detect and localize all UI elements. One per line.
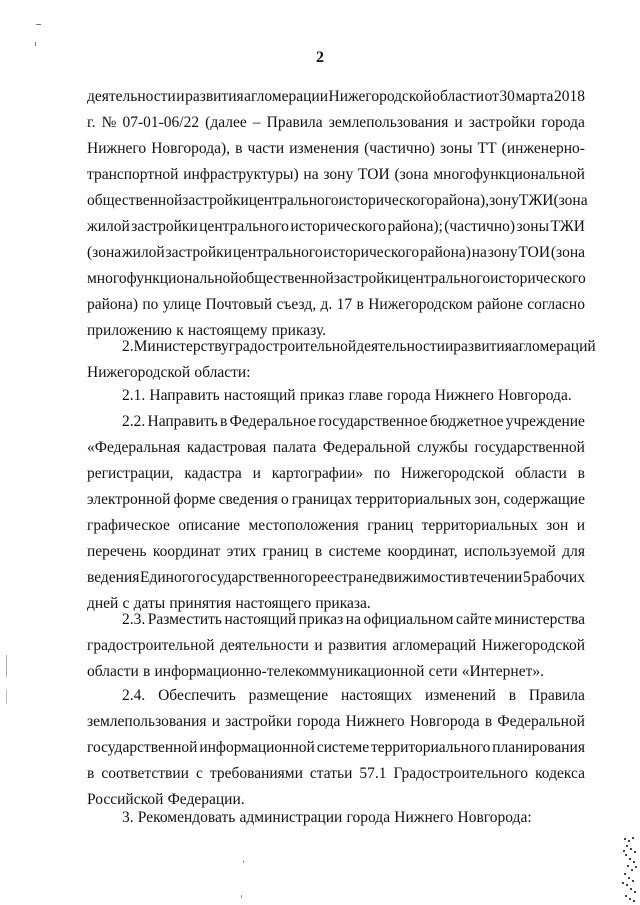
word: границах [291, 491, 353, 508]
word: главе [348, 387, 383, 404]
word: инфраструктуры) [183, 166, 299, 183]
word: Новгорода [409, 713, 480, 730]
word: в [235, 140, 243, 157]
word: приказ [299, 387, 345, 404]
word: в [356, 296, 364, 313]
word: в [508, 687, 517, 704]
paragraph-3 [87, 805, 585, 831]
word: электронной [87, 491, 171, 508]
text-line [87, 461, 585, 487]
word: (далее [205, 114, 247, 131]
text-line [87, 435, 585, 461]
word: (зона [394, 166, 429, 183]
word: 2.1. [122, 387, 146, 404]
word: Федеральное [229, 413, 316, 430]
word: системе [316, 739, 370, 756]
word: Правила [266, 114, 323, 131]
scan-noise-dot [628, 877, 630, 879]
word: градостроительной [87, 637, 215, 654]
word: Рекомендовать [137, 809, 236, 826]
word: Нижегородской [481, 637, 585, 654]
word: кадастровая [186, 439, 267, 456]
word: приложению [87, 322, 172, 339]
scan-noise-dot [632, 880, 634, 882]
word: марта [515, 88, 554, 105]
word: города [296, 713, 341, 730]
paragraph-2-4 [87, 683, 585, 813]
text-line [87, 214, 585, 240]
text-line [87, 633, 585, 659]
word: кадастра [184, 465, 242, 482]
word: Обеспечить [158, 687, 236, 704]
word: исторического [338, 192, 435, 209]
word: 17 [336, 296, 353, 313]
word: системе [328, 543, 381, 560]
word: района); [387, 218, 443, 235]
text-line [87, 292, 585, 318]
word: в [143, 663, 151, 680]
text-line [87, 84, 585, 110]
word: согласно [527, 296, 585, 313]
paragraph-2-1 [87, 383, 585, 409]
word: района), [434, 192, 490, 209]
word: перечень [87, 543, 147, 560]
word: транспортной [87, 166, 179, 183]
word: общественной [238, 270, 334, 287]
word: землепользования [87, 713, 207, 730]
word: принятия [169, 595, 232, 612]
word: и [314, 637, 323, 654]
word: многофункциональной [433, 166, 585, 183]
text-line [87, 659, 585, 685]
word: границ [262, 543, 309, 560]
word: планирования [492, 739, 585, 756]
word: палата [272, 439, 317, 456]
word: Нижегородской [328, 88, 432, 105]
scan-noise-dot [628, 840, 630, 842]
word: размещение [248, 687, 329, 704]
word: города [346, 809, 391, 826]
word: центрального [199, 218, 289, 235]
word: (зона [550, 244, 585, 261]
word: области [87, 663, 139, 680]
word: по [374, 465, 391, 482]
word: (инженерно- [501, 140, 585, 157]
paragraph-2-3 [87, 607, 585, 685]
word: Нижнего [394, 809, 454, 826]
word: изменений [424, 687, 496, 704]
word: жилой [121, 244, 165, 261]
word: области: [194, 364, 251, 381]
word: течении [469, 569, 523, 586]
word: ТТ [477, 140, 497, 157]
word: государственное [318, 413, 428, 430]
scan-noise-dot [634, 891, 636, 893]
scan-noise-dot [629, 858, 631, 860]
word: исторического [490, 270, 586, 287]
word: рабочих [531, 569, 585, 586]
word: приказу. [271, 322, 327, 339]
word: Российской [87, 791, 164, 808]
scan-artifact-bottom-dot [243, 860, 244, 863]
page-number: 2 [316, 49, 324, 66]
word: центрального [232, 244, 323, 261]
word: на [345, 611, 361, 628]
word: приказ [298, 611, 344, 628]
word: в [314, 543, 323, 560]
scan-noise-dot [633, 861, 635, 863]
word: Федеральной [497, 713, 585, 730]
word: государственной [87, 739, 198, 756]
word: общественной [87, 192, 183, 209]
word: застройки [165, 244, 233, 261]
word: 2018 [553, 88, 585, 105]
word: застройки [225, 713, 292, 730]
word: района) [87, 296, 139, 313]
word: центрального [400, 270, 491, 287]
word: в [484, 713, 493, 730]
scan-noise-dot [622, 882, 624, 884]
text-line [87, 709, 585, 735]
word: Новгорода: [457, 809, 532, 826]
word: города [541, 114, 585, 131]
word: о [280, 491, 289, 508]
word: содержащие [503, 491, 585, 508]
word: застройки [131, 218, 198, 235]
text-line [87, 409, 585, 435]
word: развития [328, 637, 387, 654]
word: бюджетное [429, 413, 504, 430]
word: на [303, 166, 319, 183]
word: в [220, 413, 228, 430]
word: ТЖИ [518, 192, 554, 209]
word: и [252, 465, 261, 482]
word: ТОИ [358, 166, 390, 183]
word: землепользования [328, 114, 449, 131]
word: № [101, 114, 117, 131]
word: 2.4. [122, 687, 146, 704]
word: государственного [196, 569, 312, 586]
word: с [195, 765, 203, 782]
word: (зона [87, 244, 122, 261]
word: – [252, 114, 261, 131]
word: по [142, 296, 159, 313]
text-line [87, 383, 585, 409]
word: сети [428, 663, 458, 680]
word: Нижегородском [368, 296, 473, 313]
word: Нижнего [87, 140, 147, 157]
scan-noise-dot [623, 850, 625, 852]
word: многофункциональной [87, 270, 239, 287]
word: 2. [122, 338, 134, 355]
word: в [577, 465, 585, 482]
word: Направить [149, 387, 220, 404]
word: (частично) [364, 140, 435, 157]
word: зону [323, 166, 354, 183]
text-line [87, 565, 585, 591]
text-line [87, 110, 585, 136]
word: исторического [290, 218, 387, 235]
text-line [87, 266, 585, 292]
scan-artifact-bottom-dot-2 [241, 895, 242, 898]
scan-noise-dot [633, 900, 635, 902]
word: дней [87, 595, 119, 612]
scan-artifact-left-mid [6, 655, 7, 677]
word: (зона [553, 192, 588, 209]
word: Нижнего [345, 713, 405, 730]
word: министерства [494, 611, 585, 628]
word: ТОИ [518, 244, 551, 261]
word: области [514, 465, 567, 482]
word: соответствии [101, 765, 189, 782]
word: 5 [522, 569, 531, 586]
word: статьи [309, 765, 353, 782]
word: границ [367, 517, 414, 534]
word: используемой [463, 543, 556, 560]
word: (частично) [444, 218, 516, 235]
text-line [87, 607, 585, 633]
word: государственной [474, 439, 585, 456]
word: от [484, 88, 499, 105]
word: форме [173, 491, 216, 508]
text-line [87, 136, 585, 162]
word: Министерству [133, 338, 229, 355]
word: улице [162, 296, 202, 313]
word: для [562, 543, 585, 560]
word: жилой [87, 218, 130, 235]
word: застройки [182, 192, 249, 209]
scan-artifact-left-upper [35, 42, 36, 46]
scan-noise-dot [626, 845, 628, 847]
scan-artifact-left-top [36, 24, 41, 25]
text-line [87, 539, 585, 565]
word: и [444, 338, 454, 355]
scan-noise-dot [627, 865, 629, 867]
scan-noise-dot [632, 837, 634, 839]
text-line [87, 487, 585, 513]
word: местоположения [248, 517, 359, 534]
word: зону [487, 244, 518, 261]
text-line [87, 683, 585, 709]
word: ведения [87, 569, 140, 586]
word: 57.1 [359, 765, 387, 782]
word: приказа. [315, 595, 371, 612]
word: Направить [147, 413, 218, 430]
word: агломерации [244, 88, 328, 105]
scan-noise-dot [625, 895, 627, 897]
word: настоящий [223, 387, 296, 404]
scan-edge-noise [622, 836, 636, 902]
scan-noise-dot [631, 869, 633, 871]
word: развития [453, 338, 512, 355]
word: территориальных [355, 491, 472, 508]
text-line [87, 805, 585, 831]
word: районе [477, 296, 523, 313]
word: исторического [323, 244, 420, 261]
word: Федеральной [322, 439, 411, 456]
word: даты [133, 595, 166, 612]
word: кодекса [535, 765, 585, 782]
word: съезд, [276, 296, 317, 313]
text-line [87, 761, 585, 787]
word: агломераций [511, 338, 596, 355]
word: деятельности [356, 338, 445, 355]
word: настоящих [340, 687, 413, 704]
word: Нижегородской [400, 465, 505, 482]
word: учреждение [505, 413, 585, 430]
word: недвижимости [363, 569, 461, 586]
scan-noise-dot [630, 888, 632, 890]
word: официальном [363, 611, 454, 628]
word: 3. [122, 809, 134, 826]
word: «Федеральная [87, 439, 181, 456]
word: деятельности [220, 637, 309, 654]
scan-noise-dot [624, 873, 626, 875]
word: описание [178, 517, 241, 534]
word: развития [185, 88, 244, 105]
word: застройки [468, 114, 536, 131]
word: г. [87, 114, 96, 131]
word: «Интернет». [461, 663, 544, 680]
word: 07-01-06/22 [122, 114, 200, 131]
word: территориального [370, 739, 491, 756]
scan-noise-dot [626, 884, 628, 886]
word: градостроительной [228, 338, 357, 355]
word: настоящий [224, 611, 297, 628]
word: на [471, 244, 487, 261]
word: Нижегородской [87, 364, 191, 381]
text-line [87, 240, 585, 266]
word: регистрации, [87, 465, 174, 482]
word: Новгорода), [151, 140, 231, 157]
word: ТЖИ [550, 218, 585, 235]
scan-noise-dot [624, 838, 626, 840]
scan-artifact-left-mid-2 [6, 690, 7, 704]
word: части [247, 140, 285, 157]
text-line [87, 735, 585, 761]
word: Федерации. [167, 791, 245, 808]
word: настоящему [187, 322, 268, 339]
paragraph-2 [87, 334, 596, 386]
word: реестра [312, 569, 363, 586]
word: центрального [248, 192, 339, 209]
text-line [87, 334, 596, 360]
word: агломераций [392, 637, 477, 654]
word: деятельности [87, 88, 176, 105]
text-line [87, 162, 585, 188]
text-line [87, 188, 588, 214]
word: и [454, 114, 463, 131]
word: настоящего [235, 595, 312, 612]
paragraph-1 [87, 84, 588, 344]
word: области [432, 88, 485, 105]
word: Разместить [147, 611, 222, 628]
word: к [176, 322, 184, 339]
word: города [387, 387, 431, 404]
word: изменения [289, 140, 360, 157]
word: зоны [516, 218, 549, 235]
word: в [87, 765, 95, 782]
word: информационной [199, 739, 315, 756]
text-line [87, 513, 585, 539]
word: информационно-телекоммуникационной [154, 663, 425, 680]
word: в [461, 569, 469, 586]
word: зоны [440, 140, 473, 157]
word: графическое [87, 517, 170, 534]
word: Единого [140, 569, 196, 586]
word: этих [226, 543, 257, 560]
word: 2.2. [122, 413, 146, 430]
word: зон, [474, 491, 501, 508]
word: Градостроительного [393, 765, 529, 782]
scan-noise-dot [630, 848, 632, 850]
word: и [211, 713, 221, 730]
word: территориальных [421, 517, 538, 534]
word: службы [416, 439, 468, 456]
scan-noise-dot [629, 898, 631, 900]
scan-noise-dot [635, 866, 637, 868]
word: сведения [218, 491, 278, 508]
word: Правила [528, 687, 585, 704]
word: с [122, 595, 130, 612]
word: Почтовый [205, 296, 273, 313]
scan-noise-dot [634, 851, 636, 853]
word: координат [152, 543, 221, 560]
word: картографии» [271, 465, 364, 482]
word: 30 [499, 88, 515, 105]
word: координат, [387, 543, 458, 560]
scan-noise-dot [625, 854, 627, 856]
word: сайте [455, 611, 492, 628]
word: Нижнего [434, 387, 494, 404]
word: застройки [333, 270, 401, 287]
word: д. [320, 296, 333, 313]
word: и [176, 88, 185, 105]
word: Новгорода. [498, 387, 572, 404]
word: и [576, 517, 585, 534]
word: района) [419, 244, 471, 261]
word: администрации [239, 809, 343, 826]
word: зон [546, 517, 569, 534]
word: 2.3. [122, 611, 146, 628]
paragraph-2-2 [87, 409, 585, 617]
word: требованиями [209, 765, 303, 782]
word: зону [489, 192, 519, 209]
